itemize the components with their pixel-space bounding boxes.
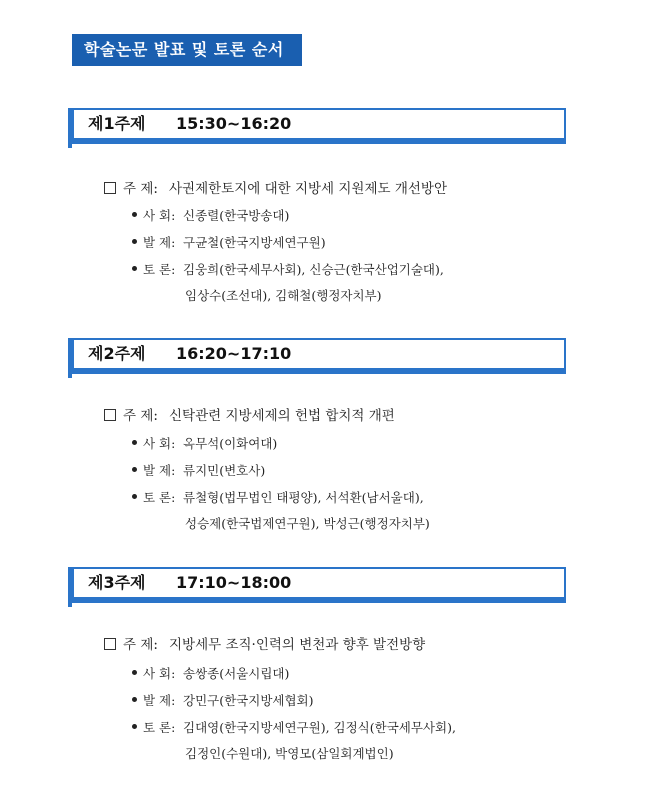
session-3-moderator-label: 사 회:: [143, 666, 176, 681]
session-1-moderator-line: [132, 206, 289, 224]
session-1-topic: 사권제한토지에 대한 지방세 지원제도 개선방안: [169, 181, 447, 197]
bullet-icon: [132, 266, 137, 271]
session-3-header: [72, 567, 566, 599]
session-3-discussant-label: 토 론:: [143, 720, 176, 735]
session-3-accent-bottom: [72, 599, 566, 603]
session-2-moderator-line: [132, 434, 277, 452]
session-1-presenter-label: 발 제:: [143, 235, 176, 250]
session-3-topic-line: [104, 633, 425, 653]
session-2-topic: 신탁관련 지방세제의 헌법 합치적 개편: [169, 408, 395, 424]
session-1-header: [72, 108, 566, 140]
checkbox-square-icon: [104, 409, 116, 421]
session-3-time: 17:10~18:00: [176, 573, 292, 592]
session-3-name: 제3주제: [88, 573, 146, 592]
session-2-presenter-line: [132, 461, 265, 479]
session-1-topic-line: [104, 177, 447, 197]
session-3-presenter-label: 발 제:: [143, 693, 176, 708]
session-1-moderator-label: 사 회:: [143, 208, 176, 223]
session-1-presenter-line: [132, 233, 326, 251]
bullet-icon: [132, 440, 137, 445]
session-1-discussants-2: 임상수(조선대), 김해철(행정자치부): [185, 288, 382, 303]
session-2-presenter: 류지민(변호사): [183, 463, 266, 478]
bullet-icon: [132, 212, 137, 217]
session-1-time: 15:30~16:20: [176, 114, 292, 133]
session-3-moderator-line: [132, 664, 289, 682]
checkbox-square-icon: [104, 638, 116, 650]
bullet-icon: [132, 697, 137, 702]
session-1-name: 제1주제: [88, 114, 146, 133]
session-2-time: 16:20~17:10: [176, 344, 292, 363]
bullet-icon: [132, 724, 137, 729]
bullet-icon: [132, 467, 137, 472]
session-3-topic-label: 주 제:: [123, 637, 158, 653]
session-1-topic-label: 주 제:: [123, 181, 158, 197]
session-2-moderator-label: 사 회:: [143, 436, 176, 451]
session-1-moderator: 신종렬(한국방송대): [183, 208, 290, 223]
session-3-presenter: 강민구(한국지방세협회): [183, 693, 314, 708]
session-2-presenter-label: 발 제:: [143, 463, 176, 478]
bullet-icon: [132, 670, 137, 675]
session-2-discussants-2: 성승제(한국법제연구원), 박성근(행정자치부): [185, 516, 430, 531]
session-3-moderator: 송쌍종(서울시립대): [183, 666, 290, 681]
session-2-name: 제2주제: [88, 344, 146, 363]
session-2-topic-label: 주 제:: [123, 408, 158, 424]
session-1-discussant-line: [132, 260, 444, 278]
session-2-discussants-1: 류철형(법무법인 태평양), 서석환(남서울대),: [183, 490, 424, 505]
bullet-icon: [132, 239, 137, 244]
session-3-topic: 지방세무 조직·인력의 변천과 향후 발전방향: [169, 637, 426, 653]
session-3-discussants-2: 김정인(수원대), 박영모(삼일회계법인): [185, 746, 394, 761]
session-1-discussants-1: 김웅희(한국세무사회), 신승근(한국산업기술대),: [183, 262, 444, 277]
page-title: 학술논문 발표 및 토론 순서: [72, 34, 302, 66]
session-2-moderator: 옥무석(이화여대): [183, 436, 278, 451]
session-2-header: [72, 338, 566, 370]
session-3-discussants-1: 김대영(한국지방세연구원), 김정식(한국세무사회),: [183, 720, 456, 735]
session-2-topic-line: [104, 404, 395, 424]
session-1-presenter: 구균철(한국지방세연구원): [183, 235, 326, 250]
bullet-icon: [132, 494, 137, 499]
session-1-discussant-label: 토 론:: [143, 262, 176, 277]
session-3-discussant-line: [132, 718, 456, 736]
session-2-accent-bottom: [72, 370, 566, 374]
session-2-discussant-line: [132, 488, 424, 506]
session-1-accent-bottom: [72, 140, 566, 144]
session-3-presenter-line: [132, 691, 314, 709]
checkbox-square-icon: [104, 182, 116, 194]
session-2-discussant-label: 토 론:: [143, 490, 176, 505]
